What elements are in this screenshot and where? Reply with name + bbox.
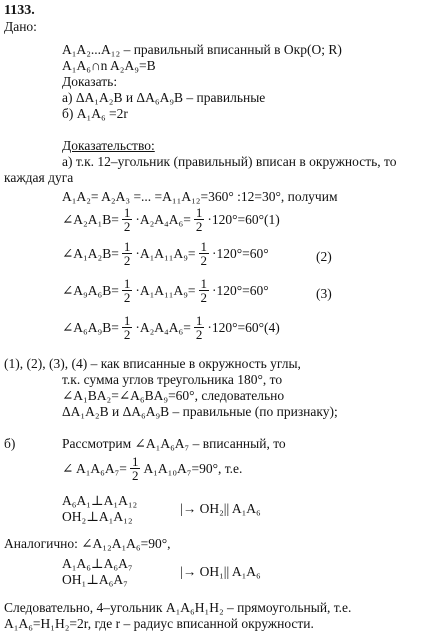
eq1-fraction-2: $\frac{1}{2}$ (195, 205, 203, 234)
eq4-fraction: $\frac{1}{2}$ (123, 313, 131, 342)
eq3-mid: ·A₁A₁₁A₉= (135, 282, 196, 298)
proof-label: Доказательство: (62, 138, 155, 153)
final-1: Следовательно, 4–угольник A₁A₆H₁H₂ – прямоугольный, т.е. (4, 600, 352, 615)
eq2-fraction: $\frac{1}{2}$ (123, 239, 131, 268)
eq3-fraction: $\frac{1}{2}$ (123, 276, 131, 305)
similarly-line: Аналогично: ∠A₁₂A₁A₆=90°, (4, 536, 171, 551)
part-b-equation (62, 455, 242, 482)
eq1-right: ·120°=60°(1) (207, 211, 280, 227)
eq4-mid: ·A₂A₄A₆= (135, 319, 191, 335)
prove-a: а) ΔA₁A₂B и ΔA₆A₉B – правильные (62, 90, 266, 105)
b-eq-right: A₁A₁₀A₇=90°, т.е. (143, 460, 243, 476)
arc-equation: A₁A₂= A₂A₃ =... =A₁₁A₁₂=360° :12=30°, получим (62, 189, 338, 204)
eq2-fraction-2: $\frac{1}{2}$ (200, 239, 208, 268)
s-perp-1: A₁A₆⊥A₆A₇ (62, 556, 133, 571)
eq2-right: ·120°=60° (212, 245, 269, 261)
s-implication: |→ OH₁|| A₁A₆ (180, 564, 261, 579)
eq3-fraction-2: $\frac{1}{2}$ (200, 276, 208, 305)
equation-4 (62, 314, 280, 341)
conclusion-4: ΔA₁A₂B и ΔA₆A₉B – правильные (по признаку); (62, 404, 338, 419)
eq3-left: ∠A₉A₆B= (62, 282, 119, 298)
b-eq-left: ∠ A₁A₆A₇= (62, 460, 127, 476)
conclusion-1: (1), (2), (3), (4) – как вписанные в окружность углы, (4, 356, 301, 371)
given-intersection: A₁A₆∩n A₂A₉=B (62, 58, 156, 73)
final-2: A₁A₆=H₁H₂=2r, где r – радиус вписанной окружности. (4, 616, 314, 631)
given-polygon: A₁A₂...A₁₂ – правильный вписанный в Окр(О; R) (62, 42, 342, 57)
eq2-mid: ·A₁A₁₁A₉= (135, 245, 196, 261)
b-perp-2: OH₂⊥A₁A₁₂ (62, 509, 133, 524)
conclusion-3: ∠A₁BA₂=∠A₆BA₉=60°, следовательно (62, 388, 285, 403)
eq3-right: ·120°=60° (212, 282, 269, 298)
b-implication: |→ OH₂|| A₁A₆ (180, 501, 261, 516)
prove-label: Доказать: (62, 74, 118, 89)
b-eq-fraction: $\frac{1}{2}$ (131, 454, 139, 483)
eq1-left: ∠A₂A₁B= (62, 211, 119, 227)
eq4-right: ·120°=60°(4) (207, 319, 280, 335)
problem-number: 1133. (4, 3, 35, 18)
eq2-left: ∠A₁A₂B= (62, 245, 119, 261)
eq4-fraction-2: $\frac{1}{2}$ (195, 313, 203, 342)
eq3-tag: (3) (316, 286, 332, 301)
part-b-consider: Рассмотрим ∠A₁A₆A₇ – вписанный, то (62, 436, 286, 451)
equation-3 (62, 277, 269, 304)
s-perp-2: OH₁⊥A₆A₇ (62, 572, 128, 587)
equation-2 (62, 240, 269, 267)
b-perp-1: A₆A₁⊥A₁A₁₂ (62, 493, 138, 508)
prove-b: б) A₁A₆ =2r (62, 106, 128, 121)
eq1-mid: ·A₂A₄A₆= (135, 211, 191, 227)
part-b-label: б) (4, 436, 16, 451)
eq2-tag: (2) (316, 249, 332, 264)
proof-intro-2: каждая дуга (4, 170, 74, 185)
proof-intro-1: а) т.к. 12–угольник (правильный) вписан в окружность, то (62, 154, 397, 169)
conclusion-2: т.к. сумма углов треугольника 180°, то (62, 372, 283, 387)
eq4-left: ∠A₆A₉B= (62, 319, 119, 335)
equation-1 (62, 206, 280, 233)
eq1-fraction: $\frac{1}{2}$ (123, 205, 131, 234)
given-label: Дано: (4, 19, 37, 34)
